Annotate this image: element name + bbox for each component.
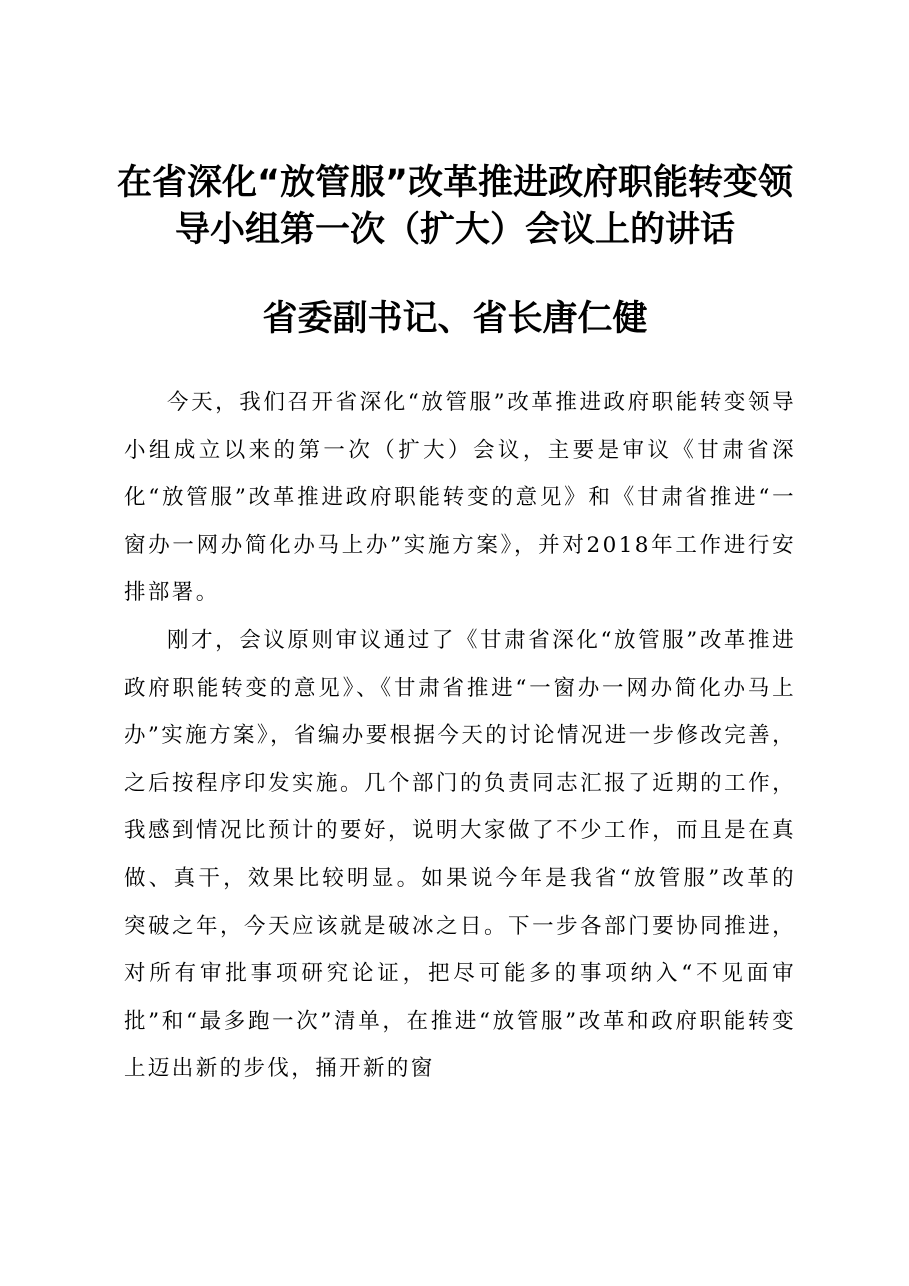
paragraph-2: 刚才，会议原则审议通过了《甘肃省深化“放管服”改革推进政府职能转变的意见》、《甘肃省推进“一窗办一网办简化办马上办”实施方案》，省编办要根据今天的讨论情况进一步修改完善，之后按程序印发实施。几个部门的负责同志汇报了近期的工作，我感到情况比预计的要好，说明大家做了不少工作，而且是在真做、真干，效果比较明显。如果说今年是我省“放管服”改革的突破之年，今天应该就是破冰之日。下一步各部门要协同推进，对所有审批事项研究论证，把尽可能多的事项纳入“不见面审批”和“最多跑一次”清单，在推进“放管服”改革和政府职能转变上迈出新的步伐，捅开新的窗 xyxy=(124,627,796,1082)
document-body xyxy=(124,379,796,1093)
speaker-line: 省委副书记、省长唐仁健 xyxy=(262,299,648,339)
paragraph-1: 今天，我们召开省深化“放管服”改革推进政府职能转变领导小组成立以来的第一次（扩大）会议，主要是审议《甘肃省深化“放管服”改革推进政府职能转变的意见》和《甘肃省推进“一窗办一网办简化办马上办”实施方案》，并对2018年工作进行安排部署。 xyxy=(124,390,796,606)
document-title: 在省深化“放管服”改革推进政府职能转变领导小组第一次（扩大）会议上的讲话 xyxy=(116,163,793,250)
